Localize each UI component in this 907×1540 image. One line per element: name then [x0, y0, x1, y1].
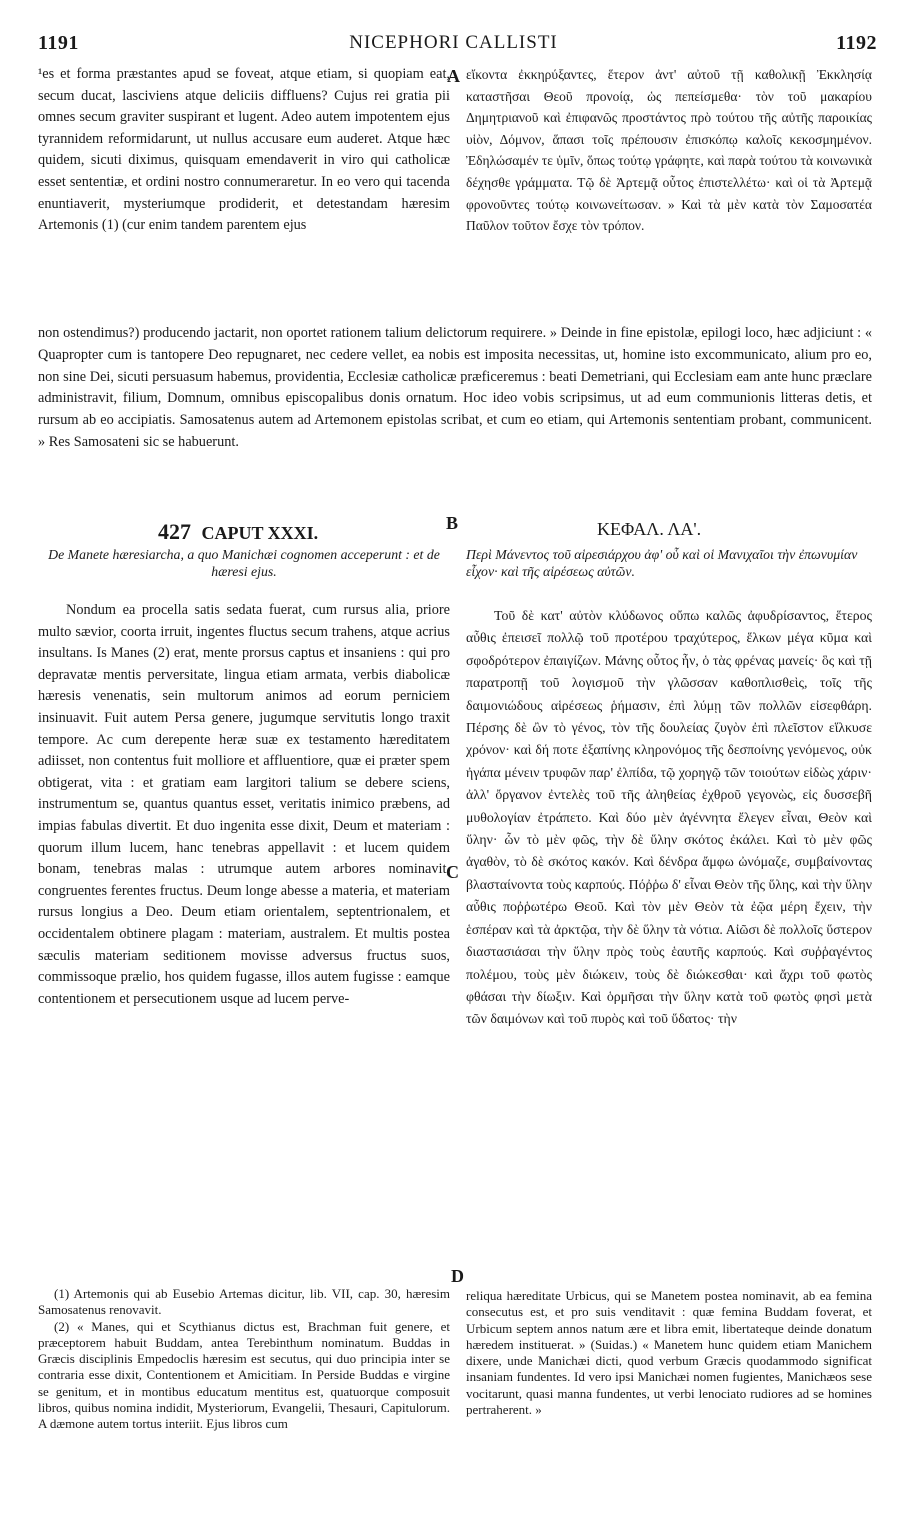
latin-column-body: [38, 600, 450, 1010]
greek-chapter-heading: [597, 519, 701, 540]
footnote-2-continued: reliqua hæreditate Urbicus, qui se Manetem postea nominavit, ab ea femina consecutus est, et pro suis venditavit : quæ femina Buddam foverat, et Urbicum septem annos natum ære et libra emit, libertateque deinde donatum hæredem instituerat. » (Suidas.) « Manetem hunc quidem etiam Manichem dixere, unde Manichæi dicti, quod verbum Græcis quodammodo significat insaniam fundentes. Id vero ipsi Manichæi nomen fugientes, Manichæos sese vocitarunt, quasi manna fundentes, ut verbi lenociato rudiores ad se homines pertraherent. »: [466, 1288, 872, 1418]
latin-paragraph-body: Nondum ea procella satis sedata fuerat, cum rursus alia, priore multo sævior, coorta irruit, ingentes fluctus secum trahens, atque acrius insultans. Is Manes (2) erat, mente prorsus captus et insaniens : qui pro depravatæ mentis perversitate, lingua etiam armata, verbis diabolicæ hæresis venenatis, sein multorum animos ad eorum perniciem insinuavit. Fuit autem Persa genere, jugumque servitutis longo traxit tempore. Ac cum derepente heræ suæ ex testamento hæreditatem adiisset, non contentus fuit molliore et affluentiore, quæ ei præter spem obtigerat, vita : et gratiam eam largitori talium se debere sciens, instrumentum se, quantus quantus esset, veritatis inimico præbens, ad impias fabulas divertit. Et duo ingenita esse dixit, Deum et materiam : quorum illum lucem, hanc tenebras appellavit : et lucem quidem bonam, tenebras malas : utrumque autem arbores nominavit, congruentes ferentes fructus. Deum longe abesse a materia, et materiam rursus longius a Deo. Deum etiam orientalem, septentrionalem, et occidentalem obtinere plagam : materiam, australem. Et multis postea sæculis materiam seditionem movisse adversus fructus suos, commissoque prælio, hos quidem fugasse, illos autem fugisse : eamque contentionem et persecutionem usque ad lucem perve-: [38, 602, 450, 1007]
page-number-right: 1192: [836, 32, 877, 54]
page-number-left: 1191: [38, 32, 79, 54]
greek-chapter-title: ΚΕΦΑΛ. ΛΑ'.: [597, 519, 702, 539]
greek-column-top: [466, 64, 872, 237]
latin-chapter-title: CAPUT XXXI.: [201, 523, 319, 543]
footnote-1: (1) Artemonis qui ab Eusebio Artemas dicitur, lib. VII, cap. 30, hæresim Samosatenus renovavit.: [38, 1286, 450, 1318]
footnote-2: (2) « Manes, qui et Scythianus dictus est, Brachman fuit genere, et præceptorem habuit Buddam, antea Terebinthum nominatum. Buddas in Græcis disciplinis Empedoclis hæresim est secutus, qui duo principia inter se contraria esse dixit, Contentionem et Amicitiam. In Perside Buddas e virgine se genitum, et in montibus educatum mentitus est, quatuorque composuit libros, quibus nomina indidit, Mysteriorum, Evangelii, Thesauri, Capitulorum. A dæmone autem tortus interiit. Ejus libros cum: [38, 1318, 450, 1432]
greek-paragraph-body: Τοῦ δὲ κατ' αὐτὸν κλύδωνος οὔπω καλῶς ἀφυδρίσαντος, ἕτερος αὖθις ἐπεισεῖ πολλῷ τοῦ προτέρου τραχύτερος, ἕλκων μέγα κῦμα καὶ σφοδρότερον ἐπαιγίζων. Μάνης οὗτος ἦν, ὁ τὰς φρένας μανείς· ὃς καὶ τῇ παρατροπῇ τοῦ λογισμοῦ τὴν γλῶσσαν καθοπλισθεὶς, τοῖς τῆς δαιμονιώδους αἱρέσεως ῥήμασιν, ἐπὶ λύμῃ τῶν πολλῶν εἰσεφθάρη. Πέρσης δὲ ὢν τὸ γένος, τὸν τῆς δουλείας ζυγὸν ἐπὶ πλεῖστον εἵλκυσε χρόνον· καὶ δή ποτε ἐξαπίνης κληρονόμος τῆς δεσποίνης γενόμενος, οὐκ ἠγάπα μένειν τρυφῶν παρ' ἐλπίδα, τῷ χορηγῷ τῶν τοιούτων εἰδὼς χάριν· ἀλλ' ὄργανον ἐντελὲς τοῦ τῆς ἀληθείας ἐχθροῦ γεγονὼς, εἰς δυσσεβῆ μυθολογίαν ἐτράπετο. Καὶ δύο μὲν ἀγέννητα ἔλεγεν εἶναι, Θεὸν καὶ ὕλην· ὧν τὸ μὲν φῶς, τὴν δὲ ὕλην σκότος ἐκάλει. Καὶ τὸ μὲν φῶς ἀγαθὸν, τὸ δὲ σκότος κακόν. Καὶ δένδρα ἄμφω ὠνόμαζε, συμβαίνοντας βλασταίνοντα τοὺς καρπούς. Πόῤῥω δ' εἶναι Θεὸν τῆς ὕλης, καὶ τὴν ὕλην αὖθις ποῤῥωτέρω Θεοῦ. Καὶ τὸν μὲν Θεὸν τὰ ἐῷα μέρη ἔχειν, τὴν ἑσπέραν καὶ τὰ ἀρκτῷα, τὴν δὲ ὕλην τὰ νότια. Αἰῶσι δὲ πολλοῖς ὕστερον διαστασιάσαι τὴν ὕλην πρὸς τοὺς ἑαυτῆς καρπούς. Καὶ συῤῥαγέντος πολέμου, τοὺς μὲν διώκειν, τοὺς δὲ διώκεσθαι· καὶ ἄχρι τοῦ φωτὸς φθάσαι τὴν δίωξιν. Καὶ ὁρμῆσαι τὴν ὕλην κατὰ τοῦ φωτὸς φησὶ μετὰ τῶν δαιμόνων καὶ τοῦ πυρὸς καὶ τοῦ ὕδατος· τὴν: [466, 608, 872, 1027]
latin-paragraph-top: ¹es et forma præstantes apud se foveat, atque etiam, si quopiam eat, secum ducat, lasciviens atque deliciis diffluens? Cujus rei gratia pii omnes secum graviter suspirant et lugent. Adeo autem impotentem ejus tyrannidem reformidarunt, ut nullus accusare eum auderet. Atque hæc quidem, sicuti diximus, quisquam emendaverit in viro qui catholicæ esset sententiæ, et ordini nostro connumeraretur. In eo vero qui tacenda enuntiaverit, mysteriumque prodiderit, et detestandam hæresim Artemonis (1) (cur enim tandem parentem ejus: [38, 66, 450, 234]
footnotes-left: [38, 1286, 450, 1433]
margin-letter-d: D: [451, 1266, 464, 1286]
latin-chapter-heading: [158, 519, 318, 545]
greek-paragraph-top: εἴκοντα ἐκκηρύξαντες, ἕτερον ἀντ' αὐτοῦ τῇ καθολικῇ Ἐκκλησίᾳ καταστῆσαι Θεοῦ προνοίᾳ, ὡς πεπείσμεθα· τὸν τοῦ μακαρίου Δημητριανοῦ καὶ ἐπιφανῶς προστάντος πρὸ τούτου τῆς αὐτῆς παροικίας υἱὸν, Δόμνον, ἅπασι τοῖς πρέπουσιν ἐπισκόπῳ καλοῖς κεκοσμημένον. Ἐδηλώσαμέν τε ὑμῖν, ὅπως τούτῳ γράφητε, καὶ παρὰ τούτου τὰ κοινωνικὰ δέχησθε γράμματα. Τῷ δὲ Ἀρτεμᾷ οὗτος ἐπιστελλέτω· καὶ οἱ τὰ Ἀρτεμᾷ φρονοῦντες τούτῳ κοινωνείτωσαν. » Καὶ τὰ μὲν κατὰ τὸν Σαμοσατέα Παῦλον τοῦτον ἔσχε τὸν τρόπον.: [466, 67, 872, 234]
greek-column-body: [466, 605, 872, 1031]
margin-letter-b: B: [446, 513, 459, 533]
running-title: NICEPHORI CALLISTI: [349, 32, 558, 53]
full-width-paragraph: [38, 323, 872, 454]
latin-chapter-subtitle: De Manete hæresiarcha, a quo Manichæi cognomen acceperunt : et de hæresi ejus.: [48, 547, 440, 579]
latin-column-top: [38, 64, 450, 237]
margin-letter-a: A: [447, 66, 460, 86]
latin-conclusion: non ostendimus?) producendo jactarit, non oportet rationem talium delictorum requirere. » Deinde in fine epistolæ, epilogi loco, hæc adjiciunt : « Quapropter cum is tantopere Deo repugnaret, nec cedere vellet, ea nobis est imposita necessitas, ut, homine isto excommunicato, alium pro eo, non sine Dei, sicuti persuasum habemus, providentia, Ecclesiæ catholicæ præficeremus : beati Demetriani, qui Ecclesiam eam ante hunc præclare administravit, filium, Domnum, omnibus episcopalibus donis ornatum. Hoc ideo vobis scripsimus, ut ad eum communionis litteras detis, et rursum ab eo accipiatis. Samosatenus autem ad Artemonem epistolas scribat, et cum eo etiam, qui Artemonis sententiam probant, communicent. » Res Samosateni sic se habuerunt.: [38, 325, 872, 450]
greek-chapter-subtitle: Περὶ Μάνεντος τοῦ αἱρεσιάρχου ἀφ' οὗ καὶ οἱ Μανιχαῖοι τὴν ἐπωνυμίαν εἶχον· καὶ τῆς αἱρέσεως αὐτῶν.: [466, 547, 858, 579]
margin-letter-c: C: [446, 862, 459, 882]
footnotes-right: [466, 1288, 872, 1418]
chapter-number: 427: [158, 519, 191, 544]
